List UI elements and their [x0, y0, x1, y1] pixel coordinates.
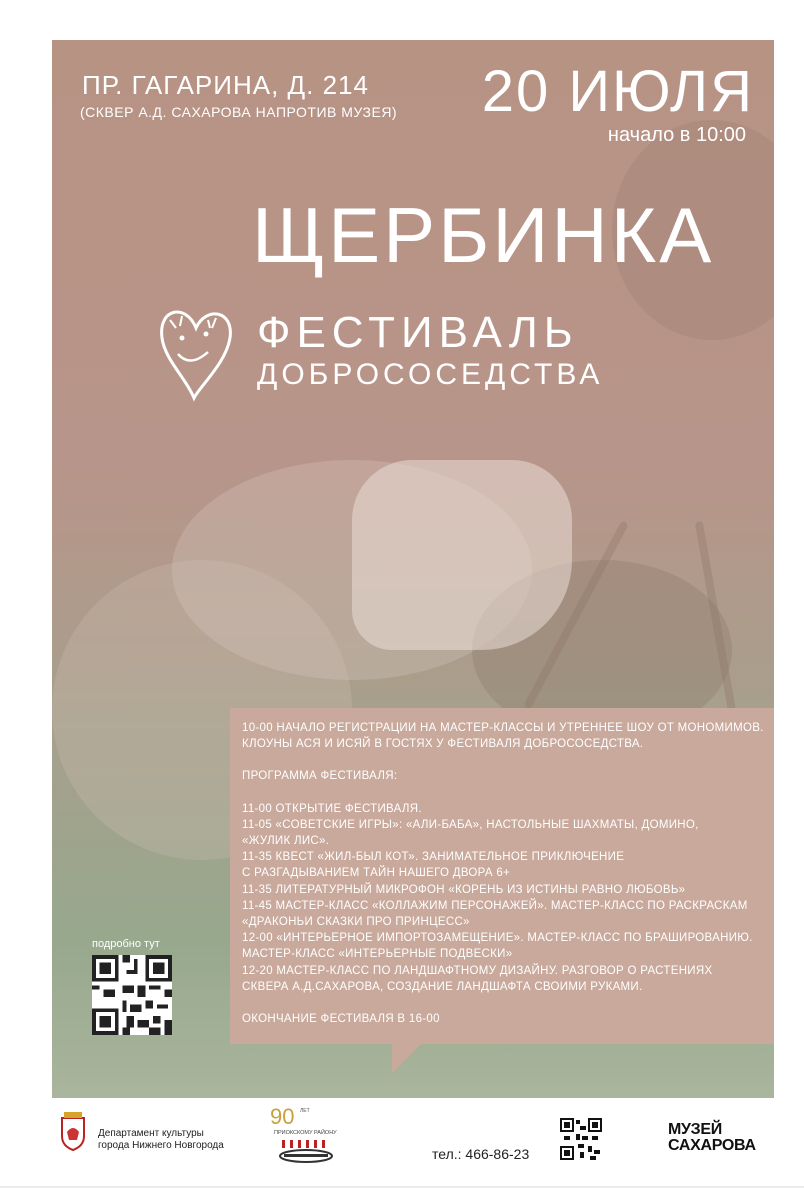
museum-logo-line: САХАРОВА	[668, 1137, 756, 1154]
program-line: С РАЗГАДЫВАНИЕМ ТАЙН НАШЕГО ДВОРА 6+	[242, 867, 511, 880]
qr-code-icon[interactable]	[92, 955, 172, 1035]
festival-subtitle: ДОБРОСОСЕДСТВА	[257, 358, 604, 391]
department-label	[98, 1128, 224, 1152]
anniversary-district: ПРИОКСКОМУ РАЙОНУ	[274, 1130, 337, 1136]
program-line: 11-35 ЛИТЕРАТУРНЫЙ МИКРОФОН «КОРЕНЬ ИЗ ИСТИНЫ РАВНО ЛЮБОВЬ»	[242, 883, 686, 896]
address-note: (СКВЕР А.Д. САХАРОВА НАПРОТИВ МУЗЕЯ)	[80, 104, 398, 120]
program-line: 11-35 КВЕСТ «ЖИЛ-БЫЛ КОТ». ЗАНИМАТЕЛЬНОЕ ПРИКЛЮЧЕНИЕ	[242, 851, 625, 864]
program-line: 12-00 «ИНТЕРЬЕРНОЕ ИМПОРТОЗАМЕЩЕНИЕ». МАСТЕР-КЛАСС ПО БРАШИРОВАНИЮ.	[242, 932, 753, 945]
poster	[52, 40, 774, 1098]
program-line: 11-45 МАСТЕР-КЛАСС «КОЛЛАЖИМ ПЕРСОНАЖЕЙ». МАСТЕР-КЛАСС ПО РАСКРАСКАМ	[242, 899, 748, 912]
program-line: 11-05 «СОВЕТСКИЕ ИГРЫ»: «АЛИ-БАБА», НАСТОЛЬНЫЕ ШАХМАТЫ, ДОМИНО,	[242, 818, 699, 831]
event-title: ЩЕРБИНКА	[252, 191, 715, 279]
bridge-emblem-icon	[276, 1138, 336, 1164]
speech-bubble-tail	[392, 1043, 422, 1073]
address: ПР. ГАГАРИНА, Д. 214	[82, 70, 369, 100]
program-line: 10-00 НАЧАЛО РЕГИСТРАЦИИ НА МАСТЕР-КЛАССЫ И УТРЕННЕЕ ШОУ ОТ МОНОМИМОВ.	[242, 722, 764, 734]
anniversary-number: 90	[270, 1104, 295, 1129]
program-line: КЛОУНЫ АСЯ И ИСЯЙ В ГОСТЯХ У ФЕСТИВАЛЯ ДОБРОСОСЕДСТВА.	[242, 738, 644, 751]
museum-logo	[668, 1122, 756, 1154]
paper-heart-shape	[352, 460, 572, 650]
qr-code-icon[interactable]	[560, 1118, 602, 1160]
start-time: начало в 10:00	[607, 124, 746, 146]
program-line: СКВЕРА А.Д.САХАРОВА, СОЗДАНИЕ ЛАНДШАФТА СВОИМИ РУКАМИ.	[242, 980, 643, 993]
museum-logo-line: МУЗЕЙ	[668, 1121, 722, 1138]
program-box	[230, 708, 774, 1044]
bottom-divider	[0, 1186, 804, 1188]
program-line: 12-20 МАСТЕР-КЛАСС ПО ЛАНДШАФТНОМУ ДИЗАЙНУ. РАЗГОВОР О РАСТЕНИЯХ	[242, 964, 713, 977]
heart-logo-icon	[156, 298, 236, 418]
qr-label: подробно тут	[92, 938, 160, 950]
program-line: ПРОГРАММА ФЕСТИВАЛЯ:	[242, 770, 398, 783]
program-spacer	[242, 785, 774, 801]
anniversary-logo	[270, 1104, 346, 1164]
festival-word: ФЕСТИВАЛЬ	[257, 308, 579, 357]
footer	[0, 1098, 804, 1200]
program-line: «ДРАКОНЬИ СКАЗКИ ПРО ПРИНЦЕСС»	[242, 916, 470, 929]
program-line: ОКОНЧАНИЕ ФЕСТИВАЛЯ В 16-00	[242, 1013, 440, 1026]
department-line: Департамент культуры	[98, 1128, 204, 1139]
anniversary-years: ЛЕТ	[300, 1108, 310, 1114]
program-spacer	[242, 752, 774, 768]
program-spacer	[242, 995, 774, 1011]
city-coat-of-arms-icon	[58, 1112, 88, 1152]
program-line: 11-00 ОТКРЫТИЕ ФЕСТИВАЛЯ.	[242, 802, 422, 815]
program-line: «ЖУЛИК ЛИС».	[242, 835, 330, 848]
department-line: города Нижнего Новгорода	[98, 1140, 224, 1151]
event-date: 20 ИЮЛЯ	[481, 59, 754, 124]
program-line: МАСТЕР-КЛАСС «ИНТЕРЬЕРНЫЕ ПОДВЕСКИ»	[242, 948, 513, 961]
phone-number[interactable]: тел.: 466-86-23	[432, 1146, 530, 1162]
